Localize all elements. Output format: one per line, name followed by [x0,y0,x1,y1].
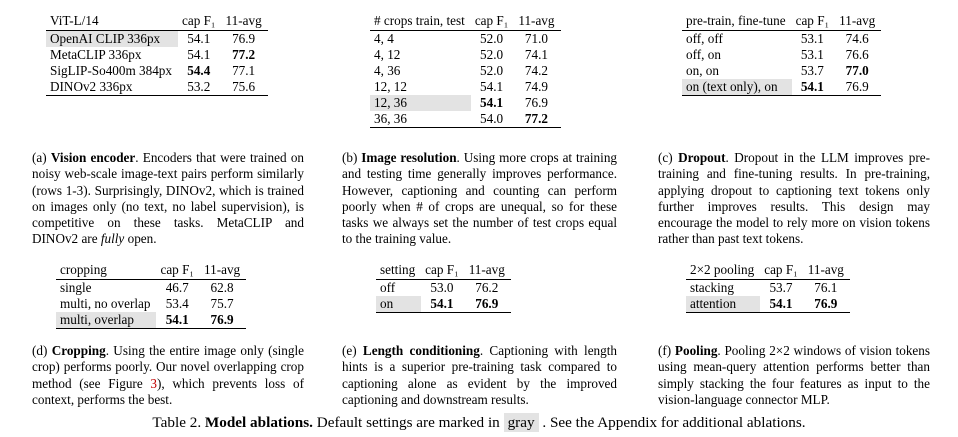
table-header-row [56,262,246,280]
score-cell: 46.7 [165,280,189,295]
column-header: 11-avg [804,262,850,280]
gray-sample-box: gray [504,413,539,432]
caption-c: (c) Dropout. Dropout in the LLM improves pre-training and fine-tuning results. In pre-training, applying dropout to captioning text tokens only further improves results. This design may encourage the model to rely more on vision tokens rather than past text tokens. [658,150,930,247]
column-header: 11-avg [200,262,246,280]
score-cell: 77.2 [232,47,256,62]
table-row [370,47,561,63]
row-setting-cell: 12, 12 [374,79,407,94]
row-setting-cell: on [376,296,421,313]
column-header: pre-train, fine-tune [682,13,792,31]
column-header: cap F₁ [792,13,836,31]
row-setting-cell: single [60,280,92,295]
score-cell: 54.1 [792,79,836,96]
caption-b: (b) Image resolution. Using more crops at training and testing time generally improves performance. However, captioning and counting can perform poorly when # of crops are unequal, so for these tasks we always set the number of test crops equal to the training value. [342,150,618,247]
score-cell: 53.4 [165,296,189,311]
row-setting-cell: multi, overlap [56,312,156,329]
row-setting-cell: 36, 36 [370,111,471,128]
table-row [370,31,561,48]
row-setting-cell: stacking [690,280,734,295]
column-header: 11-avg [222,13,268,31]
score-cell: 54.1 [421,296,465,313]
score-cell: 74.6 [845,31,869,46]
table-length-conditioning [376,262,511,313]
table-row [46,31,268,48]
table-c-panel [682,13,881,96]
row-setting-cell: off [380,280,396,295]
table-header-row [370,13,561,31]
score-cell: 53.7 [769,280,793,295]
score-cell: 76.9 [804,296,850,313]
score-cell: 76.9 [465,296,511,313]
table-e-panel [376,262,511,313]
score-cell: 53.1 [800,47,824,62]
column-header: setting [376,262,421,280]
table-cropping [56,262,246,329]
score-cell: 54.1 [480,79,504,94]
row-setting-cell: 4, 36 [374,63,401,78]
column-header: 11-avg [514,13,560,31]
score-cell: 53.0 [430,280,454,295]
column-header: # crops train, test [370,13,471,31]
row-setting-cell: multi, no overlap [60,296,151,311]
row-setting-cell: off, on [686,47,721,62]
score-cell: 54.1 [187,47,211,62]
score-cell: 52.0 [480,31,504,46]
table-row [682,47,881,63]
table-b-panel [370,13,561,128]
row-setting-cell: 4, 4 [374,31,394,46]
table-row [46,63,268,79]
score-cell: 54.1 [760,296,804,313]
score-cell: 53.1 [800,31,824,46]
score-cell: 74.1 [524,47,548,62]
table-row [370,63,561,79]
score-cell: 74.2 [524,63,548,78]
caption-e: (e) Length conditioning. Captioning with length hints is a superior pre-training task compared to captioning alone as evident by the improved captioning and downstream results. [342,343,617,407]
caption-d: (d) Cropping. Using the entire image only (single crop) performs poorly. Our novel overlapping crop method (see Figure 3), which prevents loss of context, performs the best. [32,343,305,407]
table-f-panel [686,262,850,313]
score-cell: 76.1 [814,280,838,295]
score-cell: 53.7 [800,63,824,78]
column-header: ViT-L/14 [46,13,178,31]
score-cell: 54.1 [156,312,200,329]
table-row [370,79,561,95]
table-row [370,111,561,128]
caption-c-title: Dropout [678,150,726,165]
caption-f-title: Pooling [674,343,718,358]
caption-a-title: Vision encoder [50,150,136,165]
table-row [370,95,561,111]
score-cell: 62.8 [210,280,234,295]
score-cell: 53.2 [178,79,222,96]
caption-d-title: Cropping [51,343,106,358]
table-header-row [686,262,850,280]
table-row [46,79,268,96]
column-header: cap F₁ [760,262,804,280]
column-header: cap F₁ [156,262,200,280]
score-cell: 76.2 [475,280,499,295]
caption-b-title: Image resolution [361,150,457,165]
score-cell: 76.9 [835,79,881,96]
column-header: cap F₁ [178,13,222,31]
table-dropout [682,13,881,96]
table-a-panel [46,13,268,96]
column-header: cropping [56,262,156,280]
table-caption: Table 2. Model ablations. Default settings are marked in gray . See the Appendix for additional ablations. [152,414,806,431]
score-cell: 77.2 [514,111,560,128]
score-cell: 52.0 [480,47,504,62]
table-row [682,31,881,48]
table-row [376,280,511,297]
score-cell: 75.6 [222,79,268,96]
figure-ref-link[interactable]: 3 [150,375,157,391]
caption-f: (f) Pooling. Pooling 2×2 windows of vision tokens using mean-query attention performs better than simply stacking the four features as input to the vision-language connector MLP. [658,343,931,407]
table-d-panel [56,262,246,329]
table-header-row [376,262,511,280]
row-setting-cell: OpenAI CLIP 336px [46,31,178,48]
table-header-row [682,13,881,31]
table-header-row [46,13,268,31]
table-row [686,296,850,313]
score-cell: 74.9 [524,79,548,94]
caption-a: (a) Vision encoder. Encoders that were trained on noisy web-scale image-text pairs perform similarly (rows 1-3). Surprisingly, DINOv2, which is trained on images only (no text, no label supervision), is competitive on these tasks. MetaCLIP and DINOv2 are fully open. [32,150,305,247]
table-row [56,296,246,312]
score-cell: 75.7 [210,296,234,311]
score-cell: 76.9 [200,312,246,329]
table-row [56,280,246,297]
table-row [376,296,511,313]
table-image-resolution [370,13,561,128]
table-row [56,312,246,329]
row-setting-cell: SigLIP-So400m 384px [50,63,172,78]
row-setting-cell: 4, 12 [374,47,401,62]
score-cell: 76.9 [524,95,548,110]
score-cell: 71.0 [524,31,548,46]
score-cell: 54.0 [471,111,515,128]
score-cell: 52.0 [480,63,504,78]
caption-e-title: Length conditioning [362,343,480,358]
score-cell: 76.6 [845,47,869,62]
table-row [682,79,881,96]
score-cell: 54.1 [480,95,504,110]
row-setting-cell: off, off [686,31,723,46]
score-cell: 54.1 [187,31,211,46]
row-setting-cell: MetaCLIP 336px [50,47,142,62]
column-header: cap F₁ [421,262,465,280]
score-cell: 54.4 [187,63,211,78]
score-cell: 77.0 [845,63,869,78]
column-header: 11-avg [835,13,881,31]
column-header: cap F₁ [471,13,515,31]
table-vision-encoder [46,13,268,96]
table-row [682,63,881,79]
table-row [686,280,850,297]
table-pooling [686,262,850,313]
column-header: 11-avg [465,262,511,280]
score-cell: 77.1 [232,63,256,78]
row-setting-cell: on, on [686,63,719,78]
score-cell: 76.9 [232,31,256,46]
column-header: 2×2 pooling [686,262,760,280]
row-setting-cell: 12, 36 [370,95,471,111]
row-setting-cell: attention [686,296,760,313]
row-setting-cell: DINOv2 336px [46,79,178,96]
row-setting-cell: on (text only), on [682,79,792,96]
table-row [46,47,268,63]
